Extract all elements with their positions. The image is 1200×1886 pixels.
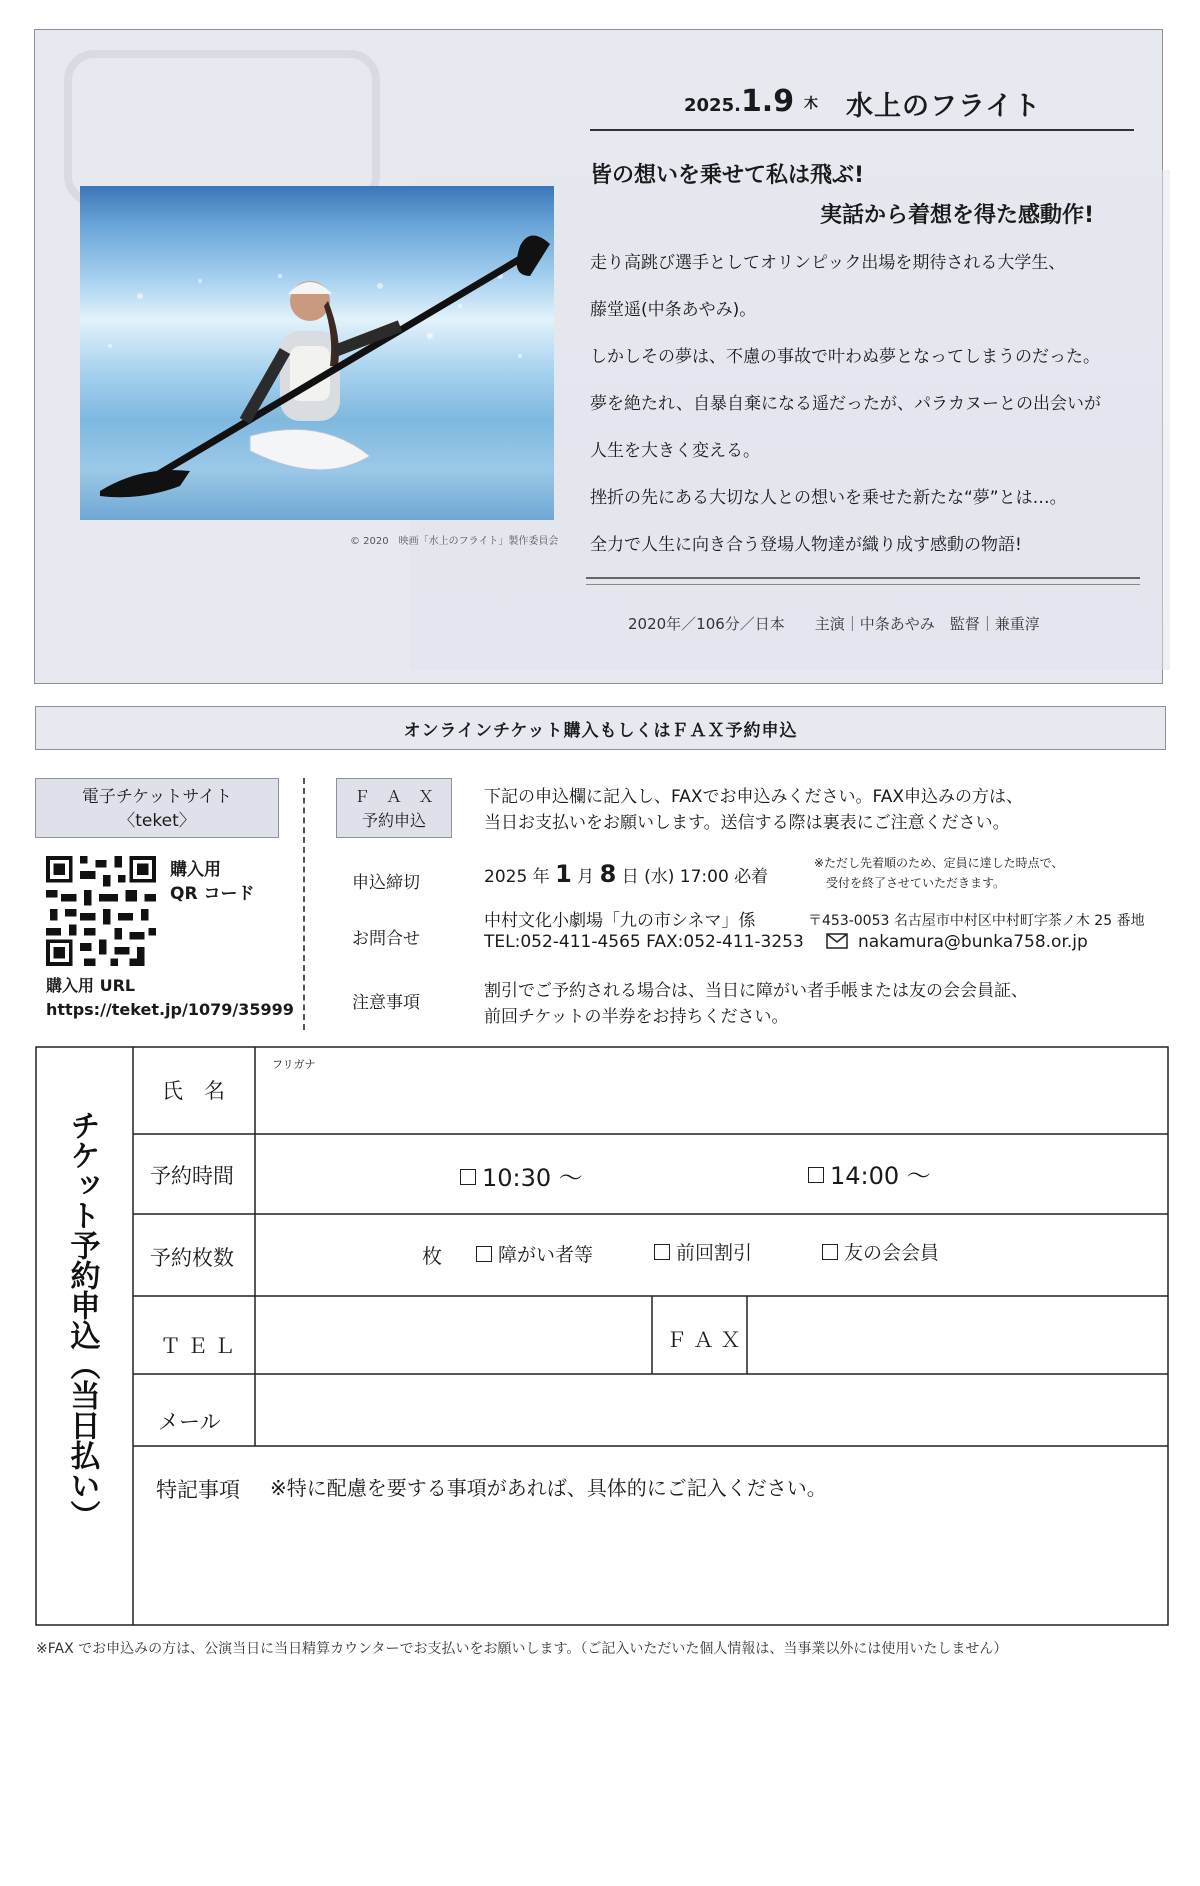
notice-text: 前回チケットの半券をお持ちください。 (484, 1007, 789, 1027)
event-date-md: 1.9 (740, 84, 795, 119)
divider (586, 584, 1140, 585)
movie-credits: 2020年／106分／日本 主演｜中条あやみ 監督｜兼重淳 (628, 615, 1040, 633)
name-field[interactable] (258, 1070, 1163, 1130)
section-heading: オンラインチケット購入もしくはＦＡＸ予約申込 (35, 706, 1166, 750)
event-date (684, 84, 794, 119)
mail-field[interactable] (258, 1378, 1163, 1446)
qr-code-label-line: 購入用 (170, 860, 221, 880)
time-option-label: 14:00 〜 (830, 1162, 931, 1190)
discount-previous-option[interactable] (654, 1238, 752, 1265)
synopsis-line: 走り高跳び選手としてオリンピック出場を期待される大学生、 (590, 253, 1066, 273)
count-unit: 枚 (422, 1244, 442, 1268)
deadline-rest: 日 (水) 17:00 必着 (616, 867, 769, 887)
qr-code-label (170, 858, 254, 906)
form-vertical-title (54, 1100, 110, 1580)
deadline-day: 8 (599, 860, 617, 888)
divider (590, 129, 1134, 131)
remarks-label: 特記事項 (156, 1478, 240, 1502)
time-label: 予約時間 (150, 1164, 234, 1188)
name-label: 氏 名 (162, 1079, 225, 1103)
deadline-label: 申込締切 (352, 873, 420, 893)
purchase-url-link[interactable]: https://teket.jp/1079/35999 (46, 1000, 294, 1019)
event-date-year: 2025. (684, 95, 741, 116)
qr-code-icon[interactable] (46, 856, 156, 966)
synopsis-line: しかしその夢は、不慮の事故で叶わぬ夢となってしまうのだった。 (590, 347, 1100, 367)
checkbox[interactable] (808, 1167, 824, 1183)
count-label: 予約枚数 (150, 1246, 234, 1270)
fax-label: ＦＡＸ (666, 1328, 747, 1352)
checkbox[interactable] (476, 1246, 492, 1262)
deadline-month-unit: 月 (571, 867, 595, 887)
synopsis-line: 藤堂遥(中条あやみ)。 (590, 300, 757, 320)
kayaker-illustration (80, 186, 554, 520)
synopsis-line: 夢を絶たれ、自暴自棄になる遥だったが、パラカヌーとの出会いが (590, 394, 1102, 414)
movie-still-photo (80, 186, 554, 520)
teket-site-label-line: 〈teket〉 (118, 811, 196, 831)
qr-code-label-line: QR コード (170, 884, 255, 904)
time-option-1030[interactable] (460, 1158, 583, 1193)
fax-instruction: 下記の申込欄に記入し、FAXでお申込みください。FAX申込みの方は、 (484, 787, 1023, 807)
event-day-of-week: 木 (804, 96, 818, 112)
tel-label: ＴＥＬ (160, 1334, 241, 1358)
photo-copyright: © 2020 映画「水上のフライト」製作委員会 (350, 536, 559, 547)
mail-label: メール (158, 1410, 221, 1434)
dashed-divider (303, 778, 305, 1030)
discount-disabled-option[interactable] (476, 1240, 593, 1267)
fax-reservation-label-line: 予約申込 (361, 811, 426, 830)
movie-title: 水上のフライト (846, 91, 1042, 122)
notice-label: 注意事項 (352, 993, 420, 1013)
remarks-field[interactable] (258, 1505, 1163, 1620)
purchase-url-block (46, 974, 294, 1022)
checkbox[interactable] (654, 1244, 670, 1260)
discount-member-option[interactable] (822, 1238, 939, 1265)
fax-instruction: 当日お支払いをお願いします。送信する際は裏表にご注意ください。 (484, 813, 1010, 833)
fax-reservation-label-line: Ｆ Ａ Ｘ (353, 787, 434, 806)
checkbox[interactable] (822, 1244, 838, 1260)
contact-address: 〒453-0053 名古屋市中村区中村町字茶ノ木 25 番地 (808, 913, 1145, 929)
form-vertical-title-text: チケット予約申込（当日払い） (64, 1110, 100, 1530)
background-watermark (64, 50, 380, 206)
notice-text: 割引でご予約される場合は、当日に障がい者手帳または友の会会員証、 (484, 981, 1028, 1001)
synopsis-line: 人生を大きく変える。 (590, 441, 760, 461)
contact-email[interactable]: nakamura@bunka758.or.jp (858, 932, 1088, 952)
synopsis-line: 全力で人生に向き合う登場人物達が織り成す感動の物語! (590, 535, 1022, 555)
tel-field[interactable] (258, 1300, 648, 1374)
fax-reservation-label (336, 778, 452, 838)
deadline-month: 1 (555, 860, 572, 888)
deadline-note: ※ただし先着順のため、定員に達した時点で、 (814, 856, 1064, 870)
teket-site-label-line: 電子チケットサイト (81, 787, 233, 807)
discount-label: 障がい者等 (498, 1244, 594, 1266)
tagline: 実話から着想を得た感動作! (820, 203, 1095, 228)
discount-label: 友の会会員 (844, 1242, 940, 1264)
contact-name: 中村文化小劇場「九の市シネマ」係 (484, 911, 756, 931)
purchase-url-label: 購入用 URL (46, 976, 136, 995)
furigana-label: フリガナ (272, 1058, 316, 1071)
checkbox[interactable] (460, 1169, 476, 1185)
tagline: 皆の想いを乗せて私は飛ぶ! (590, 163, 865, 188)
time-option-label: 10:30 〜 (482, 1164, 583, 1192)
deadline-value (484, 860, 768, 888)
fax-field[interactable] (750, 1300, 1165, 1374)
remarks-hint: ※特に配慮を要する事項があれば、具体的にご記入ください。 (270, 1476, 827, 1500)
contact-label: お問合せ (352, 929, 420, 949)
footnote: ※FAX でお申込みの方は、公演当日に当日精算カウンターでお支払いをお願いします。（ご記入いただいた個人情報は、当事業以外には使用いたしません） (36, 1641, 1008, 1657)
divider (586, 577, 1140, 579)
time-option-1400[interactable] (808, 1156, 931, 1191)
discount-label: 前回割引 (676, 1242, 753, 1264)
contact-tel-fax: TEL:052-411-4565 FAX:052-411-3253 (484, 932, 804, 952)
deadline-year: 2025 年 (484, 867, 556, 887)
synopsis-line: 挫折の先にある大切な人との想いを乗せた新たな“夢”とは…。 (590, 488, 1067, 508)
teket-site-label (35, 778, 279, 838)
mail-icon (826, 933, 848, 949)
deadline-note: 受付を終了させていただきます。 (826, 876, 1006, 890)
